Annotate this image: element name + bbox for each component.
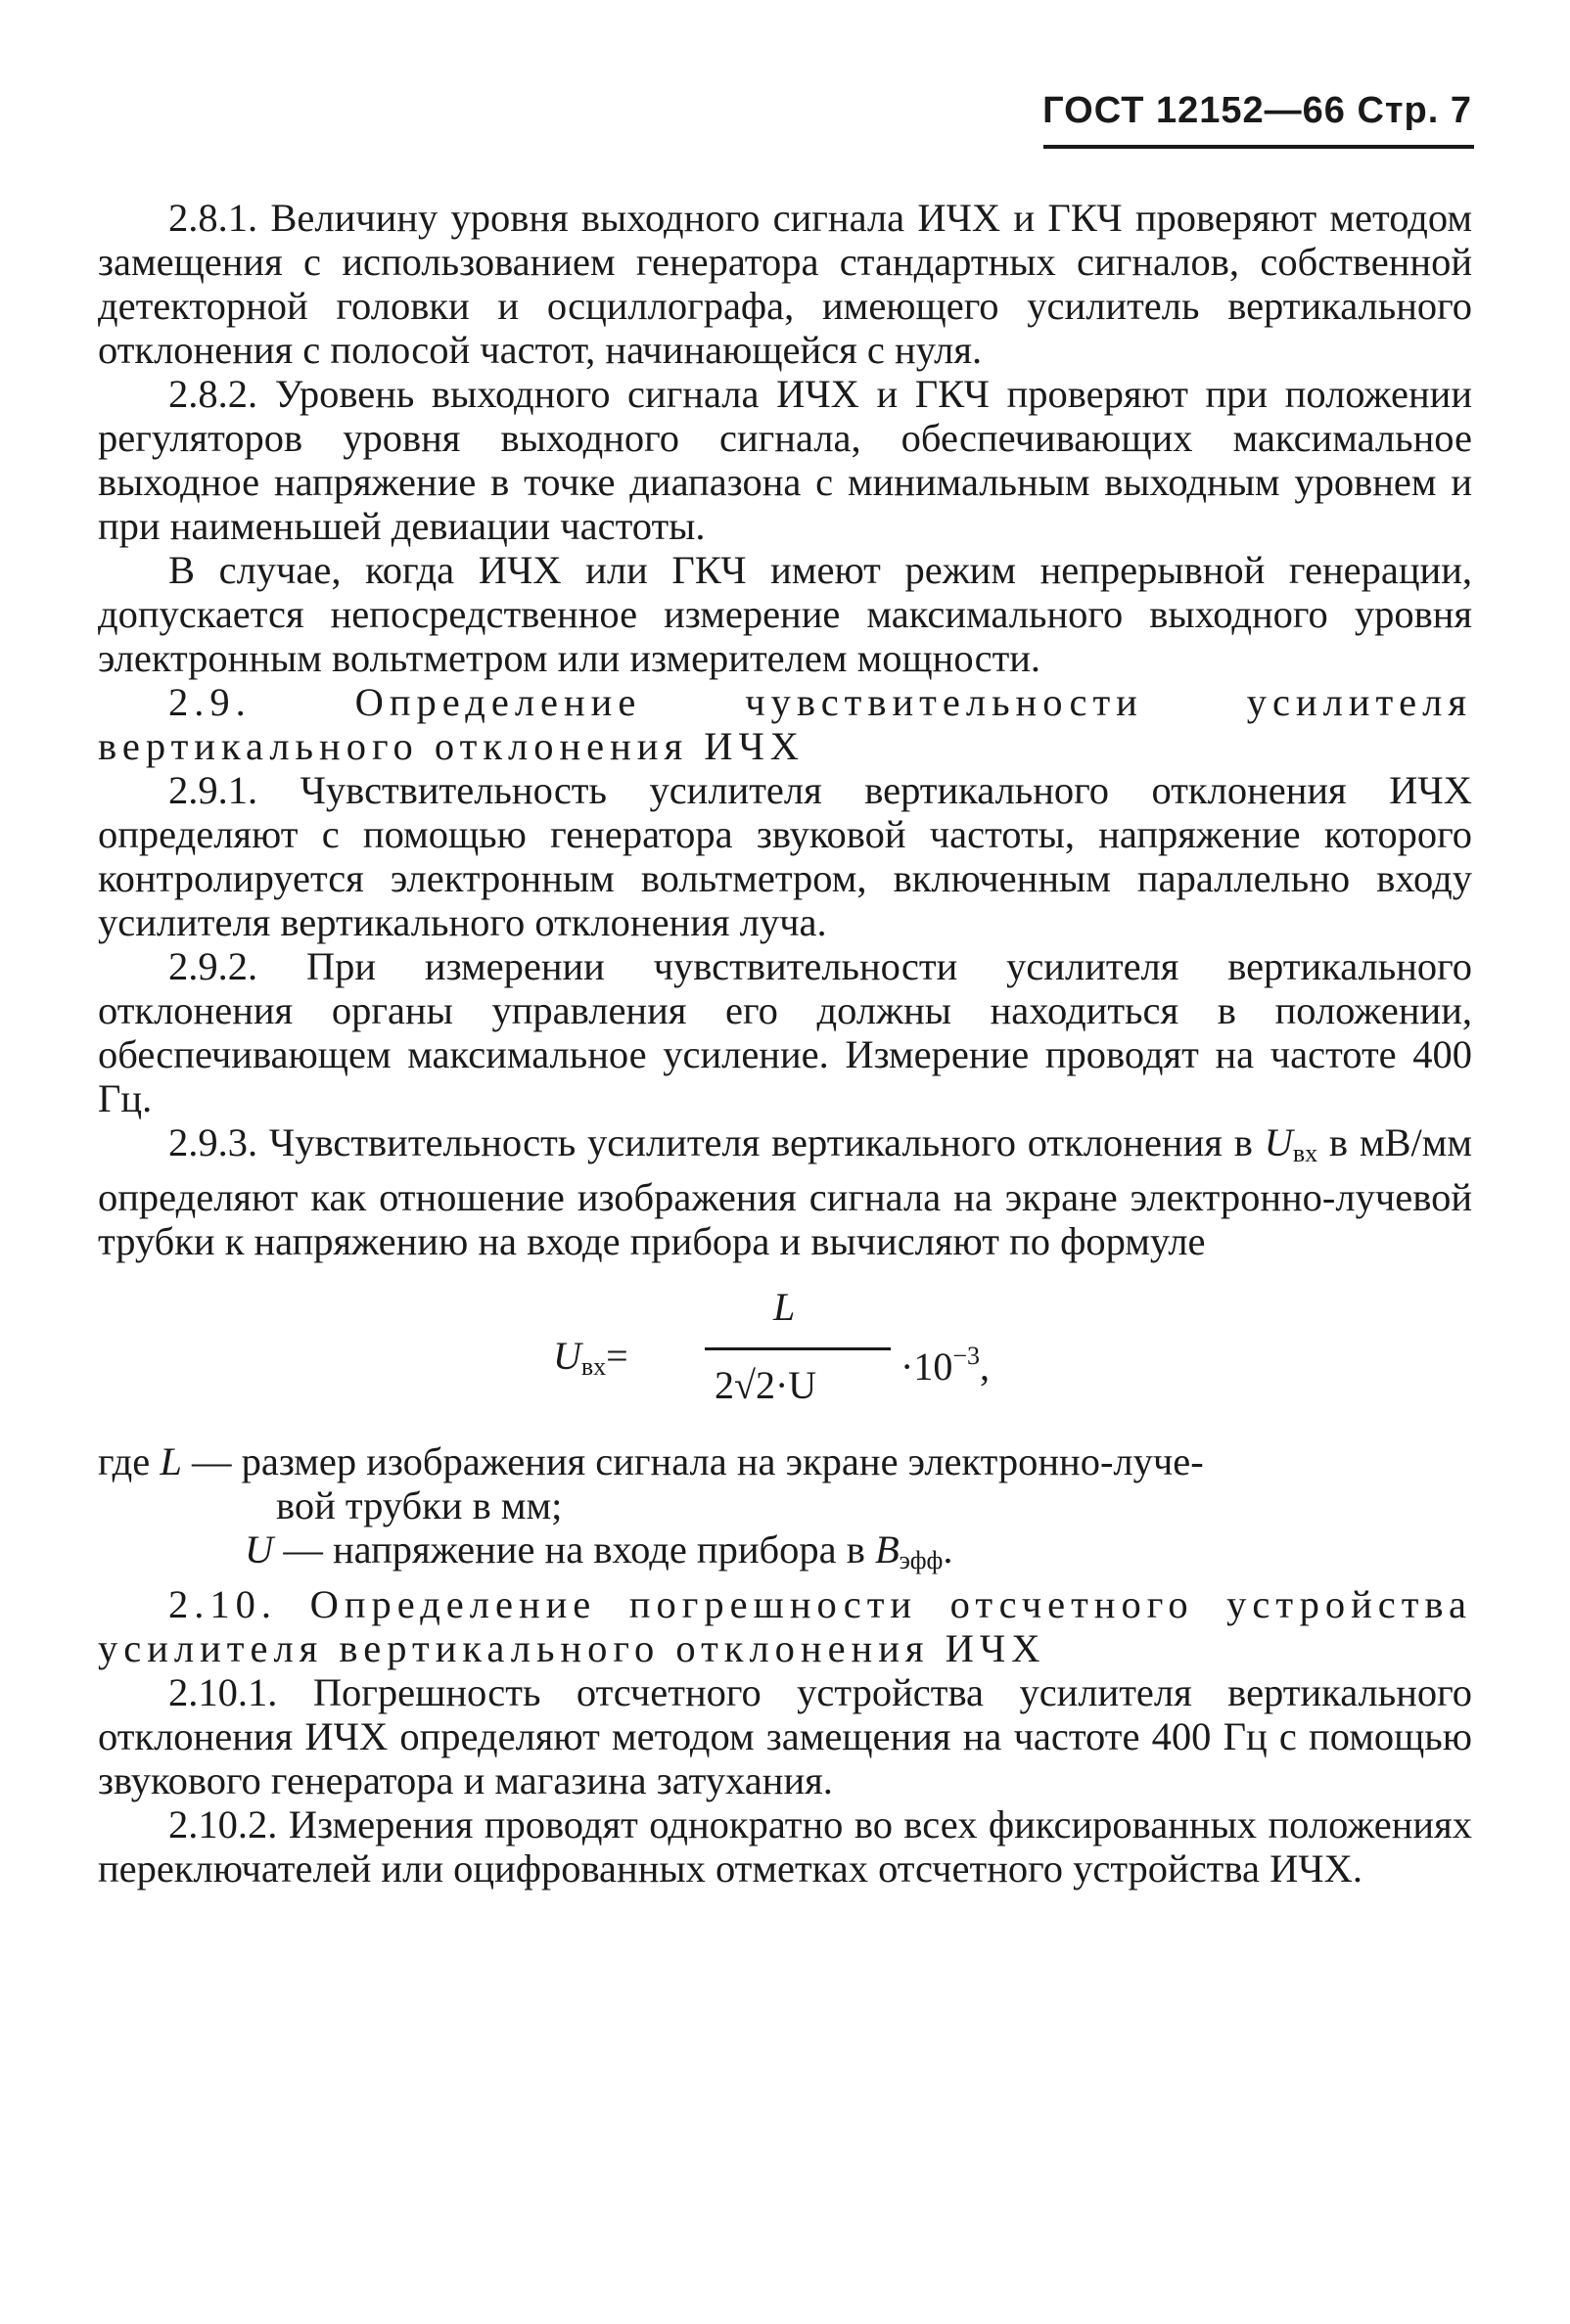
definition-U-text: — напряжение на входе прибора в bbox=[283, 1527, 875, 1572]
formula-fraction-line bbox=[705, 1347, 891, 1350]
sensitivity-formula bbox=[98, 1277, 1472, 1434]
definition-where: где bbox=[98, 1439, 151, 1483]
voltage-symbol: U bbox=[1264, 1120, 1293, 1164]
section-heading-2-10: 2.10. Определение погрешности отсчетного устройства усилителя вертикального отклонения ИЧХ bbox=[98, 1582, 1472, 1670]
header-rule bbox=[1043, 145, 1474, 149]
body-text bbox=[98, 196, 1472, 1891]
paragraph-2-9-3-start: 2.9.3. Чувствительность усилителя вертикального отклонения в bbox=[168, 1120, 1265, 1164]
definition-U-unit: B bbox=[875, 1527, 900, 1572]
formula-lhs bbox=[553, 1334, 628, 1389]
formula-lhs-sub: вх bbox=[580, 1352, 607, 1381]
paragraph-2-10-1: 2.10.1. Погрешность отсчетного устройства усилителя вертикального отклонения ИЧХ определяют методом замещения на частоте 400 Гц с помощью звукового генератора и магазина затухания. bbox=[98, 1670, 1472, 1802]
formula-multiplier-base: ·10 bbox=[900, 1344, 953, 1389]
paragraph-2-9-3-end: в мВ/мм определяют как отношение изображения сигнала на экране электронно-лучевой трубки к напряжению на входе прибора и вычисляют по формуле bbox=[98, 1120, 1472, 1263]
formula-lhs-var: U bbox=[553, 1334, 581, 1378]
paragraph-2-8-1: 2.8.1. Величину уровня выходного сигнала ИЧХ и ГКЧ проверяют методом замещения с использованием генератора стандартных сигналов, собственной детекторной головки и осциллографа, имеющего усилитель вертикального отклонения с полосой частот, начинающейся с нуля. bbox=[98, 196, 1472, 372]
paragraph-2-8-2-note: В случае, когда ИЧХ или ГКЧ имеют режим непрерывной генерации, допускается непосредственное измерение максимального выходного уровня электронным вольтметром или измерителем мощности. bbox=[98, 548, 1472, 680]
definition-L-symbol: L bbox=[160, 1439, 182, 1483]
definition-L-text-2: вой трубки в мм; bbox=[276, 1483, 563, 1527]
definition-U bbox=[98, 1527, 1472, 1582]
section-heading-2-9: 2.9. Определение чувствительности усилителя вертикального отклонения ИЧХ bbox=[98, 680, 1472, 768]
formula-trailing: , bbox=[980, 1344, 990, 1389]
formula-denominator: 2√2·U bbox=[715, 1363, 817, 1407]
formula-equals: = bbox=[606, 1334, 628, 1378]
definition-U-symbol: U bbox=[245, 1527, 274, 1572]
paragraph-2-10-2: 2.10.2. Измерения проводят однократно во всех фиксированных положениях переключателей или оцифрованных отметках отсчетного устройства ИЧХ. bbox=[98, 1802, 1472, 1891]
page-header: ГОСТ 12152—66 Стр. 7 bbox=[1042, 90, 1472, 131]
definition-U-unit-sub: эфф bbox=[899, 1546, 944, 1574]
definition-L-text-1: — размер изображения сигнала на экране электронно-луче- bbox=[191, 1439, 1204, 1483]
definition-U-end: . bbox=[943, 1527, 953, 1572]
paragraph-2-8-2: 2.8.2. Уровень выходного сигнала ИЧХ и ГКЧ проверяют при положении регуляторов уровня выходного сигнала, обеспечивающих максимальное выходное напряжение в точке диапазона с минимальным выходным уровнем и при наименьшей девиации частоты. bbox=[98, 372, 1472, 548]
formula-multiplier bbox=[900, 1334, 990, 1389]
formula-numerator: L bbox=[773, 1285, 796, 1329]
formula-exponent: −3 bbox=[952, 1342, 980, 1370]
paragraph-2-9-3 bbox=[98, 1120, 1472, 1263]
paragraph-2-9-1: 2.9.1. Чувствительность усилителя вертикального отклонения ИЧХ определяют с помощью генератора звуковой частоты, напряжение которого контролируется электронным вольтметром, включенным параллельно входу усилителя вертикального отклонения луча. bbox=[98, 768, 1472, 944]
voltage-subscript: вх bbox=[1292, 1139, 1318, 1167]
definition-L bbox=[98, 1439, 1472, 1527]
paragraph-2-9-2: 2.9.2. При измерении чувствительности усилителя вертикального отклонения органы управления его должны находиться в положении, обеспечивающем максимальное усиление. Измерение проводят на частоте 400 Гц. bbox=[98, 944, 1472, 1120]
